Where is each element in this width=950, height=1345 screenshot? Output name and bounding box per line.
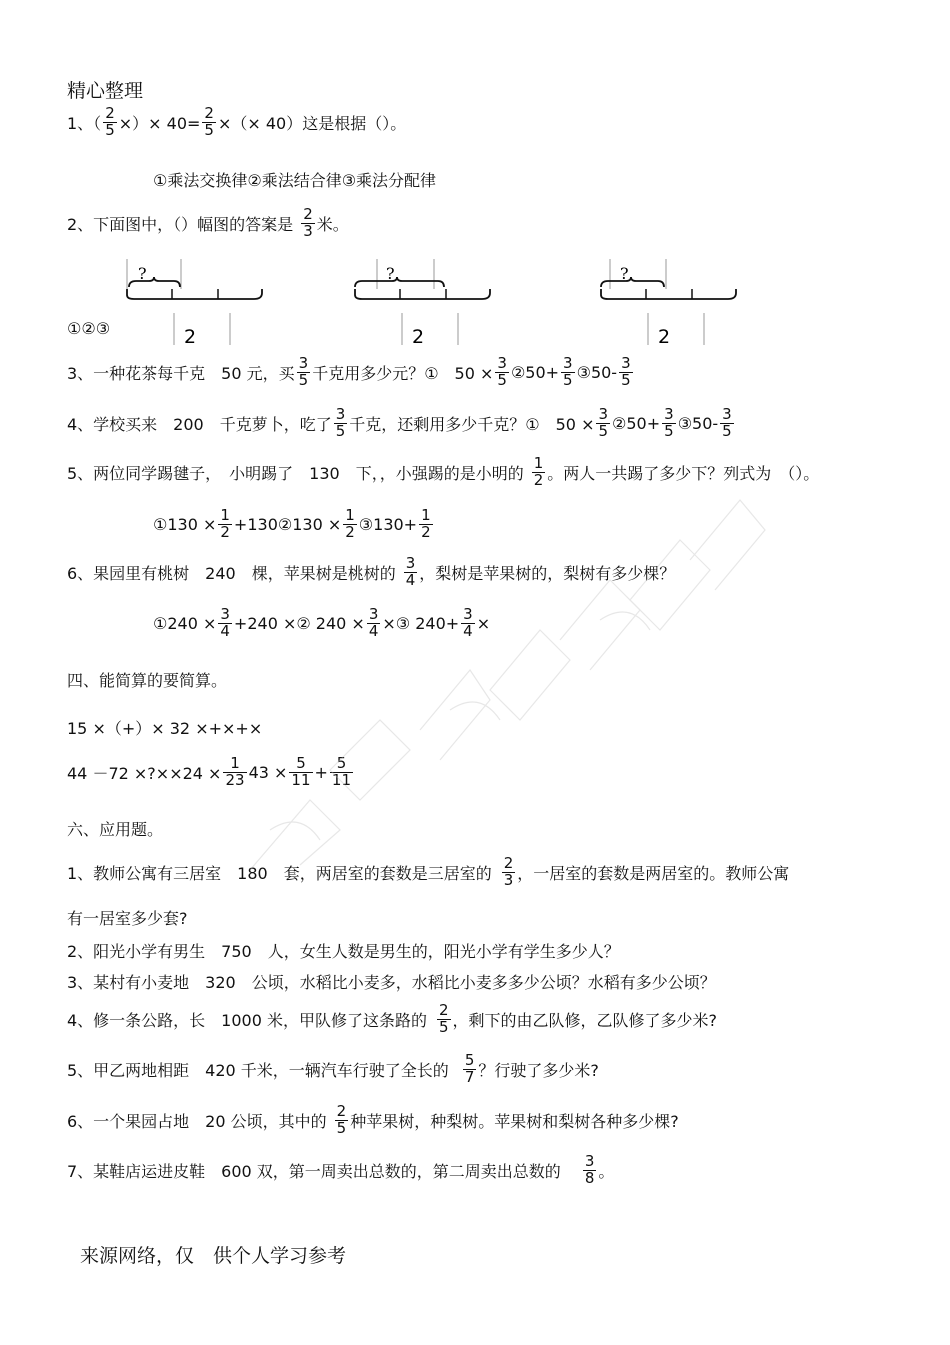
question-1: 1、（ $\frac{2}{5}$ ×）× 40= $\frac{2}{5}$ ×（× 40）这是根据（）。 [67, 104, 407, 139]
word-problem-2: 2、阳光小学有男生 750 人，女生人数是男生的，阳光小学有学生多少人？ [67, 942, 620, 961]
word-problem-7: 7、某鞋店运进皮鞋 600 双，第一周卖出总数的，第二周卖出总数的 $\frac{3}{8}$ 。 [67, 1152, 615, 1187]
watermark-strokes [190, 470, 810, 890]
fraction: $\frac{3}{5}$ [563, 354, 573, 389]
page-footer: 来源网络，仅 供个人学习参考 [80, 1245, 347, 1267]
fraction: $\frac{3}{5}$ [621, 354, 631, 389]
fraction: $\frac{2}{5}$ [204, 104, 214, 139]
fraction: $\frac{1}{23}$ [225, 754, 245, 789]
fraction: $\frac{1}{2}$ [533, 454, 544, 489]
fraction: $\frac{2}{5}$ [105, 104, 115, 139]
diagram-question-mark: ? [138, 264, 147, 283]
fraction: $\frac{5}{11}$ [331, 754, 352, 789]
question-2: 2、下面图中，（）幅图的答案是 $\frac{2}{3}$ 米。 [67, 205, 349, 240]
question-6-options: ①240 × $\frac{3}{4}$ +240 ×② 240 × $\frac{3}{4}$ ×③ 240+ $\frac{3}{4}$ × [153, 605, 491, 640]
question-5: 5、两位同学踢毽子， 小明踢了 130 下，，小强踢的是小明的 $\frac{1}{2}$ 。两人一共踢了多少下？列式为 （）。 [67, 454, 820, 489]
diagram-question-mark: ? [386, 264, 395, 283]
fraction: $\frac{5}{11}$ [291, 754, 311, 789]
section-4-title: 四、能简算的要简算。 [67, 671, 228, 690]
section-4-line-1: 15 ×（+）× 32 ×+×+× [67, 719, 263, 738]
question-1-options: ①乘法交换律②乘法结合律③乘法分配律 [153, 171, 437, 190]
fraction: $\frac{3}{5}$ [598, 405, 609, 440]
fraction: $\frac{3}{5}$ [497, 354, 507, 389]
fraction: $\frac{3}{5}$ [722, 405, 732, 440]
question-6: 6、果园里有桃树 240 棵，苹果树是桃树的 $\frac{3}{4}$ ，梨树是苹果树的，梨树有多少棵？ [67, 554, 676, 589]
diagram-2 [352, 255, 497, 350]
fraction: $\frac{3}{8}$ [584, 1152, 595, 1187]
fraction: $\frac{3}{4}$ [463, 605, 473, 640]
fraction: $\frac{2}{5}$ [336, 1102, 347, 1137]
question-3: 3、一种花茶每千克 50 元，买 $\frac{3}{5}$ 千克用多少元？① 50 × $\frac{3}{5}$ ②50+ $\frac{3}{5}$ ③50- $\frac{3}{5}$ [67, 354, 631, 389]
fraction: $\frac{3}{5}$ [664, 405, 674, 440]
diagram-1 [124, 255, 269, 350]
fraction: $\frac{1}{2}$ [220, 506, 230, 541]
fraction: $\frac{3}{5}$ [298, 354, 309, 389]
fraction: $\frac{3}{5}$ [335, 405, 346, 440]
word-problem-3: 3、某村有小麦地 320 公顷，水稻比小麦多，水稻比小麦多多少公顷？水稻有多少公顷？ [67, 973, 716, 992]
diagram-question-mark: ? [620, 264, 629, 283]
fraction: $\frac{2}{5}$ [439, 1001, 449, 1036]
fraction: $\frac{3}{4}$ [220, 605, 230, 640]
word-problem-4: 4、修一条公路，长 1000 米，甲队修了这条路的 $\frac{2}{5}$ ，剩下的由乙队修，乙队修了多少米? [67, 1001, 718, 1036]
fraction: $\frac{3}{4}$ [405, 554, 416, 589]
section-4-line-2: 44 －72 ×?××24 × $\frac{1}{23}$ 43 × $\frac{5}{11}$ + $\frac{5}{11}$ [67, 754, 352, 789]
fraction: $\frac{1}{2}$ [421, 506, 431, 541]
question-5-options: ①130 × $\frac{1}{2}$ +130②130 × $\frac{1}{2}$ ③130+ $\frac{1}{2}$ [153, 506, 431, 541]
page-header: 精心整理 [67, 80, 144, 102]
word-problem-6: 6、一个果园占地 20 公顷，其中的 $\frac{2}{5}$ 种苹果树，种梨树。苹果树和梨树各种多少棵? [67, 1102, 679, 1137]
diagram-value: 2 [658, 326, 671, 348]
question-2-options: ①②③ [67, 319, 111, 338]
fraction: $\frac{5}{7}$ [464, 1051, 475, 1086]
fraction: $\frac{2}{3}$ [503, 854, 514, 889]
word-problem-1: 1、教师公寓有三居室 180 套，两居室的套数是三居室的 $\frac{2}{3}$ ，一居室的套数是两居室的。教师公寓 [67, 854, 790, 889]
fraction: $\frac{3}{4}$ [368, 605, 379, 640]
question-4: 4、学校买来 200 千克萝卜，吃了 $\frac{3}{5}$ 千克，还剩用多少千克？① 50 × $\frac{3}{5}$ ②50+ $\frac{3}{5}$ ③50- $\frac{3}{5}$ [67, 405, 732, 440]
word-problem-5: 5、甲乙两地相距 420 千米，一辆汽车行驶了全长的 $\frac{5}{7}$ ？行驶了多少米? [67, 1051, 599, 1086]
fraction: $\frac{2}{3}$ [303, 205, 313, 240]
diagram-3 [598, 255, 743, 350]
fraction: $\frac{1}{2}$ [345, 506, 355, 541]
word-problem-1-cont: 有一居室多少套? [67, 909, 188, 928]
diagram-value: 2 [184, 326, 197, 348]
section-6-title: 六、应用题。 [67, 820, 164, 839]
diagram-value: 2 [412, 326, 425, 348]
